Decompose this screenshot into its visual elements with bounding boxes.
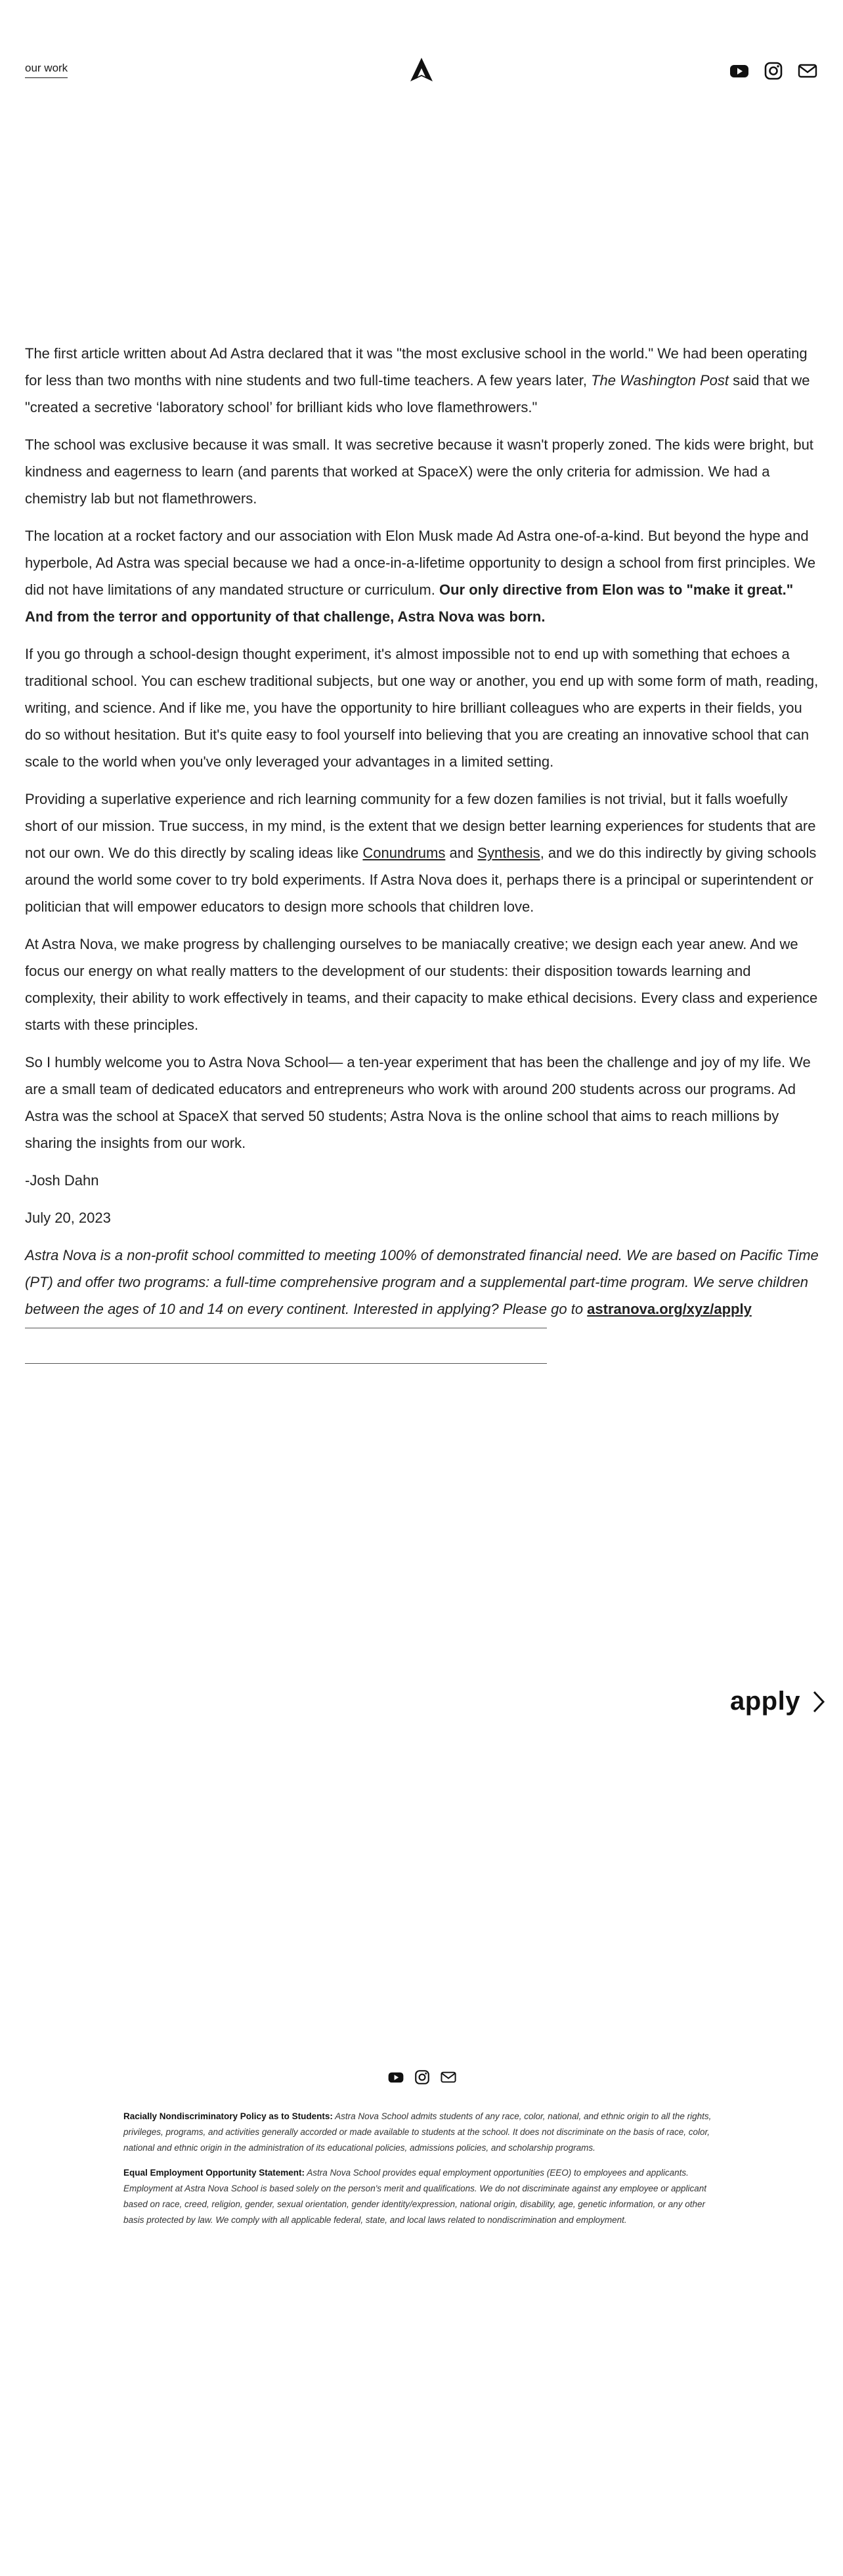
synthesis-link[interactable]: Synthesis — [477, 845, 540, 861]
header-social-links — [716, 60, 818, 81]
nondiscrimination-policy — [123, 2109, 721, 2156]
disclaimer-text: Astra Nova is a non-profit school committed to meeting 100% of demonstrated financial need. We are based on Pacific Time (PT) and offer two programs: a full-time comprehensive program and a supplemental part-time program. We serve children between the ages of 10 and 14 on every continent. Interested in applying? Please go to — [25, 1247, 819, 1317]
paragraph-text: The location at a rocket factory and our association with Elon Musk made Ad Astra one-of-a-kind. But beyond the hype and hyperbole, Ad Astra was special because we had a once-in-a-lifetime opportunity to design a school from first principles. We did not have limitations of any mandated structure or curriculum. — [25, 528, 816, 598]
footer-policies — [123, 2109, 721, 2237]
paragraph-text: and — [445, 845, 478, 861]
paragraph-text: The first article written about Ad Astra declared that it was "the most exclusive school in the world." We had been operating for less than two months with nine students and two full-time teachers. A few years later, — [25, 345, 808, 389]
article-body — [25, 340, 821, 1333]
publication-name: The Washington Post — [591, 372, 729, 389]
mail-icon[interactable] — [797, 60, 818, 81]
paragraph-5 — [25, 786, 821, 920]
paragraph-text: said that we "created a secretive ‘laboratory school’ for brilliant kids who love flamethrowers." — [25, 372, 810, 415]
disclaimer — [25, 1242, 821, 1322]
policy-text: Astra Nova School admits students of any race, color, national, and ethnic origin to all the rights, privileges, programs, and activities generally accorded or made available to students at the school. It does not discriminate on the basis of race, color, national and ethnic origin in the administration of its educational policies, admissions policies, and scholarship programs. — [123, 2111, 712, 2153]
paragraph-4: If you go through a school-design thought experiment, it's almost impossible not to end up with something that echoes a traditional school. You can eschew traditional subjects, but one way or another, you end up with some form of math, reading, writing, and science. And if like me, you have the opportunity to hire brilliant colleagues who are experts in their fields, you do so without hesitation. But it's quite easy to fool yourself into believing that you are creating an innovative school that can scale to the world when you've only leveraged your advantages in a limited setting. — [25, 646, 819, 770]
eeo-statement — [123, 2165, 721, 2228]
policy-title: Equal Employment Opportunity Statement: — [123, 2168, 305, 2178]
conundrums-link[interactable]: Conundrums — [362, 845, 446, 861]
instagram-icon[interactable] — [763, 60, 784, 81]
emphasis-text: Our only directive from Elon was to "make it great." And from the terror and opportunity of that challenge, Astra Nova was born. — [25, 581, 794, 625]
article-date: July 20, 2023 — [25, 1210, 111, 1226]
paragraph-text: Providing a superlative experience and rich learning community for a few dozen families is not trivial, but it falls woefully short of our mission. True success, in my mind, is the extent that we design better learning experiences for students that are not our own. We do this directly by scaling ideas like — [25, 791, 816, 861]
policy-text: Astra Nova School provides equal employment opportunities (EEO) to employees and applicants. Employment at Astra Nova School is based solely on the person's merit and qualifications. We do not discriminate against any employee or applicant based on race, creed, religion, gender, sexual orientation, gender identity/expression, national origin, disability, age, genetic information, or any other basis protected by law. We comply with all applicable federal, state, and local laws related to nondiscrimination and employment. — [123, 2168, 707, 2225]
paragraph-6: At Astra Nova, we make progress by challenging ourselves to be maniacally creative; we design each year anew. And we focus our energy on what really matters to the development of our students: their disposition towards learning and complexity, their ability to work effectively in teams, and their capacity to make ethical decisions. Every class and experience starts with these principles. — [25, 936, 818, 1033]
youtube-icon[interactable] — [729, 60, 750, 81]
paragraph-7: So I humbly welcome you to Astra Nova School— a ten-year experiment that has been the challenge and joy of my life. We are a small team of dedicated educators and entrepreneurs who work with around 200 students across our programs. Ad Astra was the school at SpaceX that served 50 students; Astra Nova is the online school that aims to reach millions by sharing the insights from our work. — [25, 1054, 811, 1151]
apply-button[interactable] — [730, 1687, 825, 1716]
divider — [25, 1363, 547, 1364]
policy-title: Racially Nondiscriminatory Policy as to Students: — [123, 2111, 333, 2121]
astra-nova-logo-icon[interactable] — [408, 56, 435, 84]
paragraph-2: The school was exclusive because it was small. It was secretive because it wasn't properly zoned. The kids were bright, but kindness and eagerness to learn (and parents that worked at SpaceX) were the only criteria for admission. We had a chemistry lab but not flamethrowers. — [25, 436, 813, 507]
nav-link-our-work[interactable]: our work — [25, 62, 68, 78]
site-header — [0, 0, 843, 138]
mail-icon[interactable] — [440, 2069, 457, 2086]
signature: -Josh Dahn — [25, 1172, 99, 1189]
instagram-icon[interactable] — [414, 2069, 431, 2086]
chevron-right-icon — [812, 1690, 825, 1714]
apply-url-link[interactable]: astranova.org/xyz/apply — [587, 1301, 752, 1317]
apply-label: apply — [730, 1687, 800, 1716]
footer-social-links — [387, 2069, 457, 2086]
youtube-icon[interactable] — [387, 2069, 404, 2086]
paragraph-text: , and we do this indirectly by giving schools around the world some cover to try bold experiments. If Astra Nova does it, perhaps there is a principal or superintendent or politician that will empower educators to design more schools that children love. — [25, 845, 817, 915]
paragraph-3 — [25, 522, 821, 630]
paragraph-1 — [25, 340, 821, 421]
